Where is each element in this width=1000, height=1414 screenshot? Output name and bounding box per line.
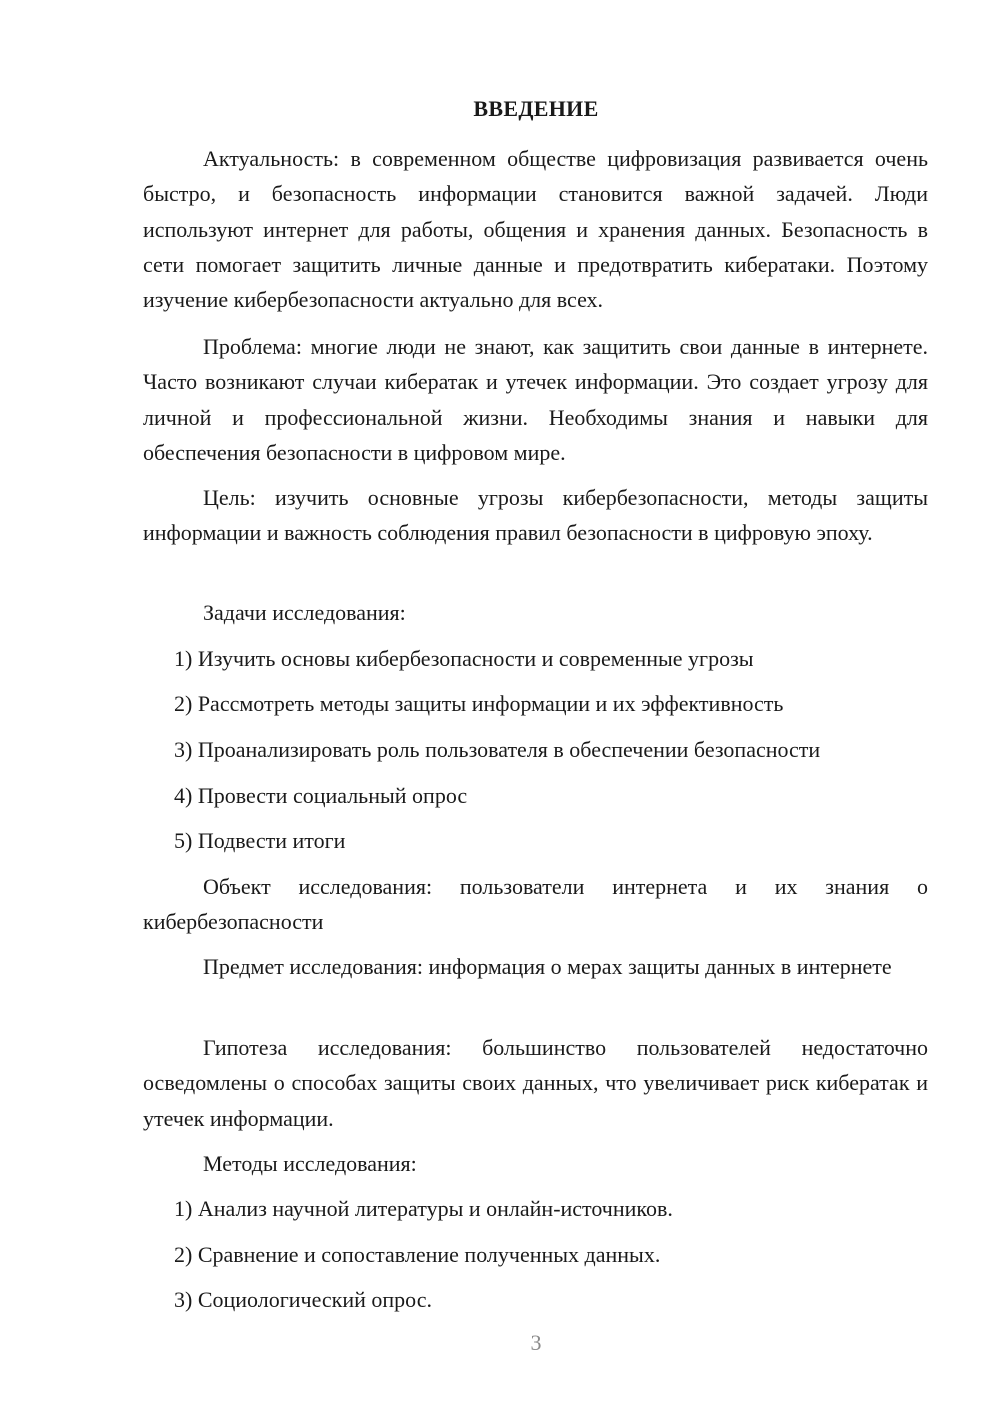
task-item-5: 5) Подвести итоги xyxy=(174,828,346,853)
task-item-1: 1) Изучить основы кибербезопасности и современные угрозы xyxy=(174,646,754,671)
subject-paragraph: Предмет исследования: информация о мерах защиты данных в интернете xyxy=(203,954,892,979)
problem-paragraph: Проблема: многие люди не знают, как защитить свои данные в интернете. Часто возникают случаи кибератак и утечек информации. Это создает угрозу для личной и профессиональной жизни. Необходимы знания и навыки для обеспечения безопасности в цифровом мире. xyxy=(143,334,928,465)
method-item-2: 2) Сравнение и сопоставление полученных данных. xyxy=(174,1242,661,1267)
method-item-3: 3) Социологический опрос. xyxy=(174,1287,432,1312)
object-paragraph: Объект исследования: пользователи интернета и их знания о кибербезопасности xyxy=(143,874,928,935)
task-item-3: 3) Проанализировать роль пользователя в обеспечении безопасности xyxy=(174,737,821,762)
tasks-heading: Задачи исследования: xyxy=(203,600,406,625)
methods-heading: Методы исследования: xyxy=(203,1151,417,1176)
section-title: ВВЕДЕНИЕ xyxy=(473,96,599,121)
relevance-paragraph: Актуальность: в современном обществе цифровизация развивается очень быстро, и безопасность информации становится важной задачей. Люди используют интернет для работы, общения и хранения данных. Безопасность в сети помогает защитить личные данные и предотвратить кибератаки. Поэтому изучение кибербезопасности актуально для всех. xyxy=(143,146,928,313)
hypothesis-paragraph: Гипотеза исследования: большинство пользователей недостаточно осведомлены о способах защиты своих данных, что увеличивает риск кибератак и утечек информации. xyxy=(143,1035,928,1131)
method-item-1: 1) Анализ научной литературы и онлайн-источников. xyxy=(174,1196,673,1221)
goal-paragraph: Цель: изучить основные угрозы кибербезопасности, методы защиты информации и важность соблюдения правил безопасности в цифровую эпоху. xyxy=(143,485,928,546)
page-number: 3 xyxy=(530,1330,542,1355)
task-item-2: 2) Рассмотреть методы защиты информации и их эффективность xyxy=(174,691,784,716)
task-item-4: 4) Провести социальный опрос xyxy=(174,783,468,808)
